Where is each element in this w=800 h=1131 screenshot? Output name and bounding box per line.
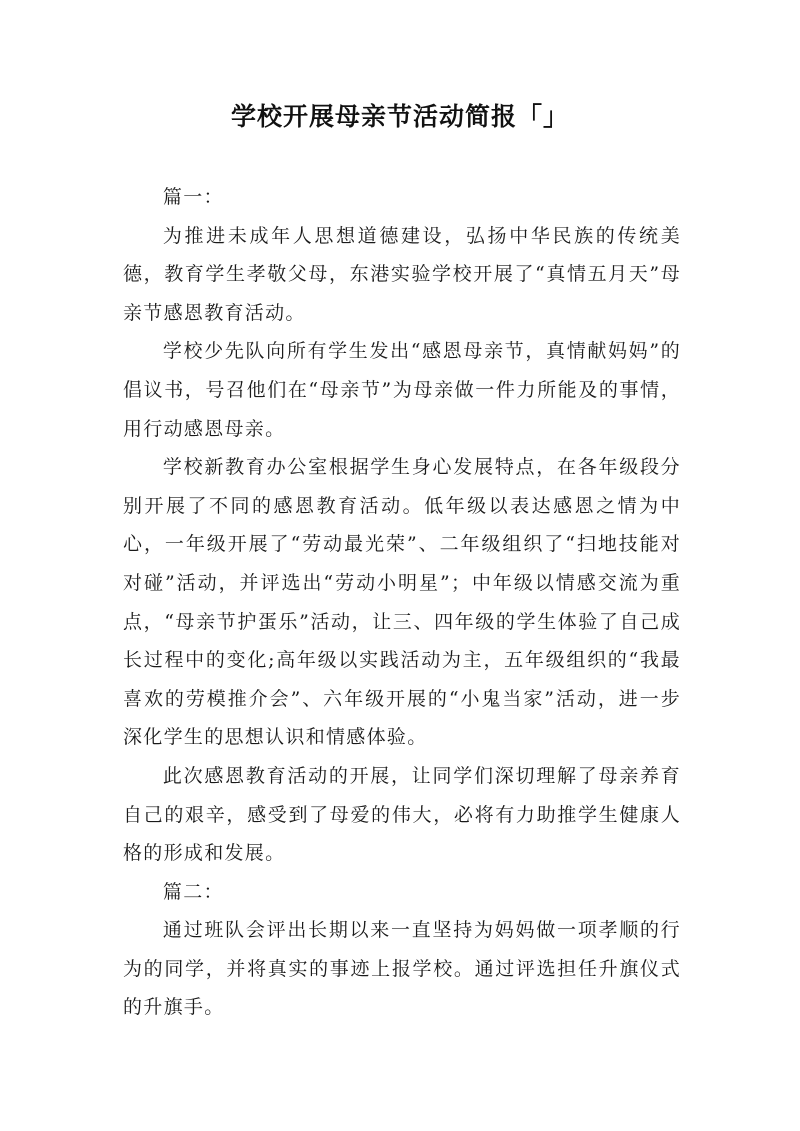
- section-label: 篇一：: [162, 186, 224, 208]
- paragraph: 学校新教育办公室根据学生身心发展特点，在各年级段分别开展了不同的感恩教育活动。低年级以表达感恩之情为中心，一年级开展了“劳动最光荣”、二年级组织了“扫地技能对对碰”活动，并评选出“劳动小明星”；中年级以情感交流为重点，“母亲节护蛋乐”活动，让三、四年级的学生体验了自己成长过程中的变化;高年级以实践活动为主，五年级组织的“我最喜欢的劳模推介会”、六年级开展的“小鬼当家”活动，进一步深化学生的思想认识和情感体验。: [123, 456, 681, 749]
- paragraph: 学校少先队向所有学生发出“感恩母亲节，真情献妈妈”的倡议书，号召他们在“母亲节”为母亲做一件力所能及的事情，用行动感恩母亲。: [123, 340, 681, 440]
- paragraph: 通过班队会评出长期以来一直坚持为妈妈做一项孝顺的行为的同学，并将真实的事迹上报学校。通过评选担任升旗仪式的升旗手。: [123, 919, 681, 1019]
- paragraph: 此次感恩教育活动的开展，让同学们深切理解了母亲养育自己的艰辛，感受到了母爱的伟大，必将有力助推学生健康人格的形成和发展。: [123, 764, 681, 865]
- paragraph: 为推进未成年人思想道德建设，弘扬中华民族的传统美德，教育学生孝敬父母，东港实验学校开展了“真情五月天”母亲节感恩教育活动。: [123, 224, 681, 324]
- document-body: [123, 178, 681, 1027]
- section-label: 篇二：: [162, 880, 224, 903]
- document-title: 学校开展母亲节活动简报「」: [230, 102, 569, 131]
